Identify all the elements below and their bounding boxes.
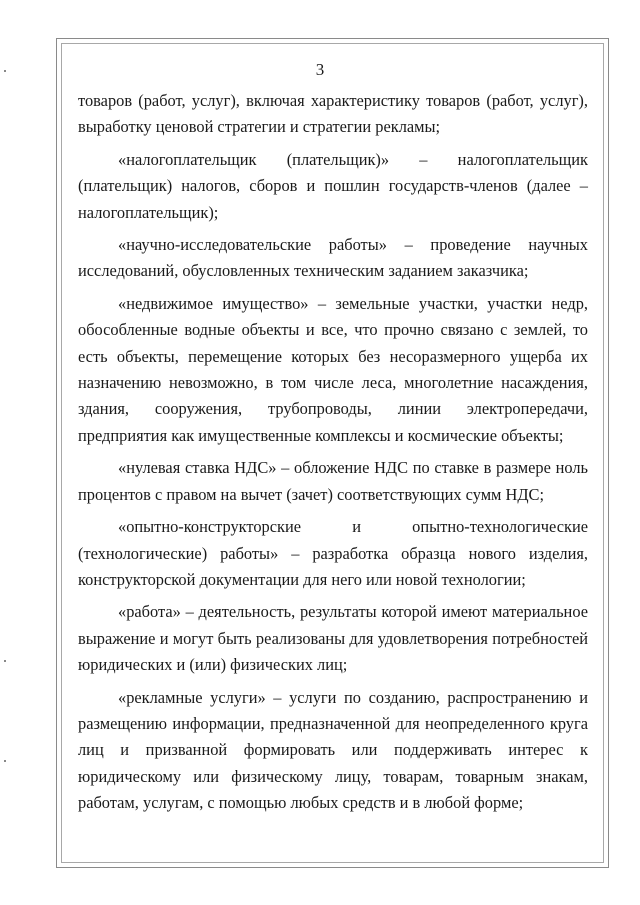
paragraph: «нулевая ставка НДС» – обложение НДС по ставке в размере ноль процентов с правом на вычет (зачет) соответствующих сумм НДС; [78, 458, 588, 504]
scan-mark [4, 660, 6, 662]
paragraph: «недвижимое имущество» – земельные участки, участки недр, обособленные водные объекты и все, что прочно связано с землей, то есть объекты, перемещение которых без несоразмерного ущерба их назначению невозможно, в том числе леса, многолетние насаждения, здания, сооружения, трубопроводы, линии электропередачи, предприятия как имущественные комплексы и космические объекты; [78, 293, 588, 445]
paragraph: «опытно-конструкторские и опытно-технологические (технологические) работы» – разработка образца нового изделия, конструкторской документации для него или новой технологии; [78, 517, 588, 589]
paragraph: товаров (работ, услуг), включая характеристику товаров (работ, услуг), выработку ценовой стратегии и стратегии рекламы; [78, 91, 588, 137]
scan-mark [4, 760, 6, 762]
page-number: 3 [315, 60, 325, 79]
paragraph: «научно-исследовательские работы» – проведение научных исследований, обусловленных техническим заданием заказчика; [78, 235, 588, 281]
document-body [78, 88, 588, 817]
paragraph: «работа» – деятельность, результаты которой имеют материальное выражение и могут быть реализованы для удовлетворения потребностей юридических и (или) физических лиц; [78, 602, 588, 675]
paragraph: «налогоплательщик (плательщик)» – налогоплательщик (плательщик) налогов, сборов и пошлин государств-членов (далее – налогоплательщик); [78, 149, 588, 222]
paragraph: «рекламные услуги» – услуги по созданию, распространению и размещению информации, предназначенной для неопределенного круга лиц и призванной формировать или поддерживать интерес к юридическому или физическому лицу, товарам, товарным знакам, работам, услугам, с помощью любых средств и в любой форме; [78, 687, 588, 813]
